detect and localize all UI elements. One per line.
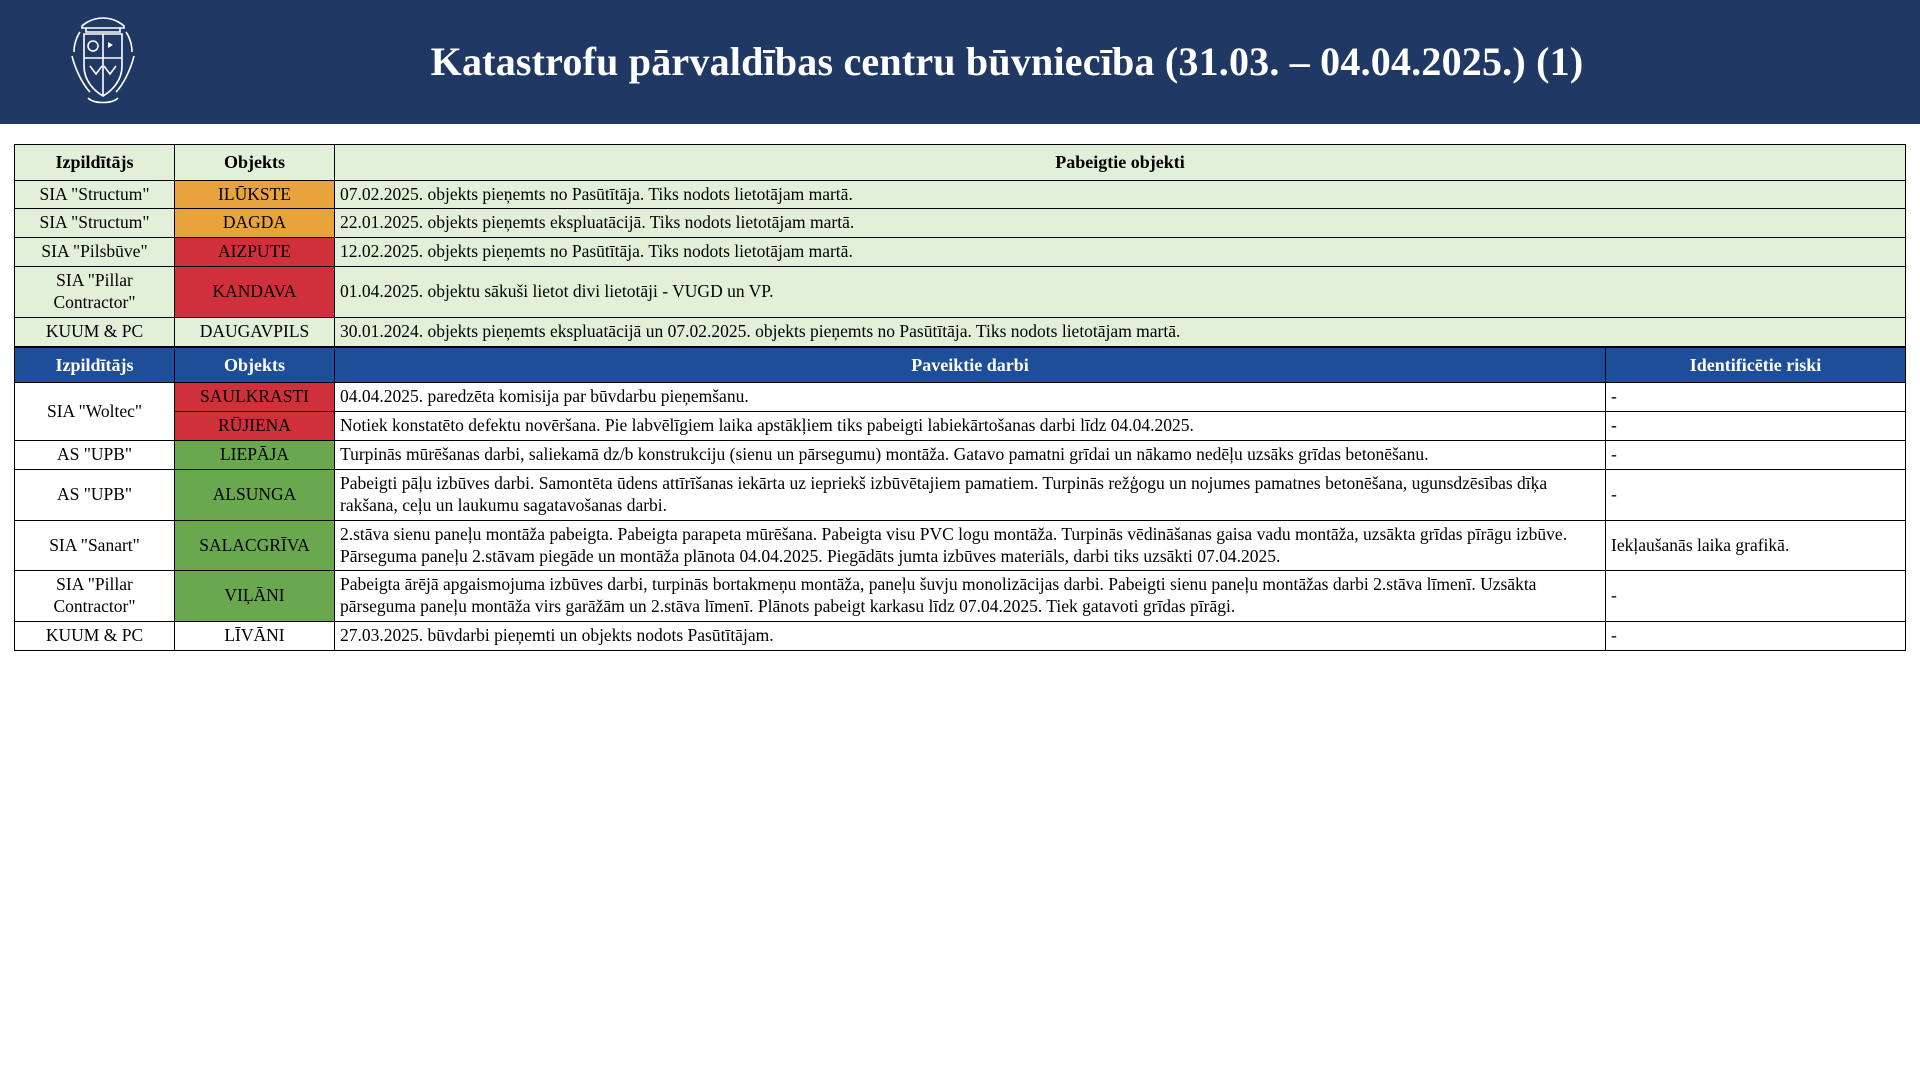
table-row [15,622,1906,651]
cell-executor: SIA "Structum" [15,209,175,238]
table-row [15,412,1906,441]
cell-executor: SIA "Pilsbūve" [15,238,175,267]
table-row [15,383,1906,412]
latvia-coat-of-arms-icon [60,12,146,112]
cell-risks: - [1606,469,1906,520]
table-row [15,441,1906,470]
cell-risks: Iekļaušanās laika grafikā. [1606,520,1906,571]
page-title: Katastrofu pārvaldības centru būvniecība (31.03. – 04.04.2025.) (1) [430,39,1584,84]
cell-object: KANDAVA [175,267,335,318]
cell-risks: - [1606,441,1906,470]
cell-executor: KUUM & PC [15,317,175,346]
cell-works: Pabeigti pāļu izbūves darbi. Samontēta ūdens attīrīšanas iekārta uz iepriekš izbūvētajiem pamatiem. Turpinās režģogu un nojumes pamatnes betonēšana, ugunsdzēsības dīķa rakšana, ceļu un laukumu sagatavošanas darbi. [335,469,1606,520]
column-header-executor: Izpildītājs [15,347,175,383]
cell-object: LIEPĀJA [175,441,335,470]
cell-executor: SIA "Structum" [15,180,175,209]
cell-executor: SIA "Pillar Contractor" [15,267,175,318]
cell-risks: - [1606,412,1906,441]
cell-works: 2.stāva sienu paneļu montāža pabeigta. Pabeigta parapeta mūrēšana. Pabeigta visu PVC logu montāža. Turpinās vēdināšanas gaisa vadu montāža, uzsākta grīdas pīrāgu izbūve. Pārseguma paneļu 2.stāvam piegāde un montāža plānota 04.04.2025. Piegādāts jumta izbūves materiāls, darbi tiks uzsākti 07.04.2025. [335,520,1606,571]
table-row [15,238,1906,267]
cell-risks: - [1606,622,1906,651]
cell-completed-text: 01.04.2025. objektu sākuši lietot divi lietotāji - VUGD un VP. [335,267,1906,318]
cell-works: Pabeigta ārējā apgaismojuma izbūves darbi, turpinās bortakmeņu montāža, paneļu šuvju monolizācijas darbi. Pabeigti sienu paneļu montāžas darbi 2.stāva līmenī. Uzsākta pārseguma paneļu montāža virs garāžām un 2.stāva līmenī. Plānots pabeigt karkasu līdz 07.04.2025. Tiek gatavoti grīdas pīrāgi. [335,571,1606,622]
column-header-works: Paveiktie darbi [335,347,1606,383]
cell-completed-text: 12.02.2025. objekts pieņemts no Pasūtītāja. Tiks nodots lietotājam martā. [335,238,1906,267]
table-header-row [15,145,1906,181]
cell-executor: SIA "Woltec" [15,383,175,441]
cell-object: SAULKRASTI [175,383,335,412]
completed-objects-table [14,144,1906,347]
cell-risks: - [1606,571,1906,622]
works-in-progress-table [14,347,1906,651]
cell-executor: SIA "Sanart" [15,520,175,571]
cell-executor: AS "UPB" [15,441,175,470]
cell-works: 04.04.2025. paredzēta komisija par būvdarbu pieņemšanu. [335,383,1606,412]
cell-object: SALACGRĪVA [175,520,335,571]
cell-object: AIZPUTE [175,238,335,267]
table-header-row [15,347,1906,383]
table-row [15,180,1906,209]
tables-container [0,124,1920,651]
cell-executor: KUUM & PC [15,622,175,651]
cell-object: VIĻĀNI [175,571,335,622]
cell-object: RŪJIENA [175,412,335,441]
cell-object: ALSUNGA [175,469,335,520]
cell-completed-text: 22.01.2025. objekts pieņemts ekspluatācijā. Tiks nodots lietotājam martā. [335,209,1906,238]
cell-executor: SIA "Pillar Contractor" [15,571,175,622]
cell-works: Notiek konstatēto defektu novēršana. Pie labvēlīgiem laika apstākļiem tiks pabeigti labiekārtošanas darbi līdz 04.04.2025. [335,412,1606,441]
column-header-object: Objekts [175,145,335,181]
cell-executor: AS "UPB" [15,469,175,520]
table-row [15,469,1906,520]
slide-header [0,0,1920,124]
table-row [15,317,1906,346]
column-header-executor: Izpildītājs [15,145,175,181]
cell-completed-text: 30.01.2024. objekts pieņemts ekspluatācijā un 07.02.2025. objekts pieņemts no Pasūtītāja. Tiks nodots lietotājam martā. [335,317,1906,346]
column-header-completed: Pabeigtie objekti [335,145,1906,181]
cell-object: DAUGAVPILS [175,317,335,346]
cell-works: 27.03.2025. būvdarbi pieņemti un objekts nodots Pasūtītājam. [335,622,1606,651]
table-row [15,520,1906,571]
cell-completed-text: 07.02.2025. objekts pieņemts no Pasūtītāja. Tiks nodots lietotājam martā. [335,180,1906,209]
cell-works: Turpinās mūrēšanas darbi, saliekamā dz/b konstrukciju (sienu un pārsegumu) montāža. Gatavo pamatni grīdai un nākamo nedēļu uzsāks grīdas betonēšanu. [335,441,1606,470]
cell-object: LĪVĀNI [175,622,335,651]
column-header-risks: Identificētie riski [1606,347,1906,383]
table-row [15,267,1906,318]
cell-risks: - [1606,383,1906,412]
cell-object: DAGDA [175,209,335,238]
table-row [15,209,1906,238]
column-header-object: Objekts [175,347,335,383]
table-row [15,571,1906,622]
cell-object: ILŪKSTE [175,180,335,209]
